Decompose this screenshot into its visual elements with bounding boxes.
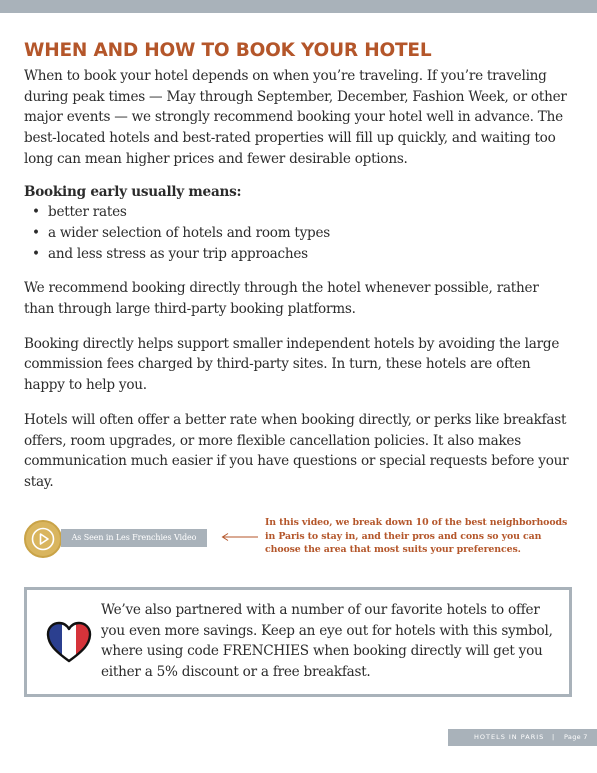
support-paragraph: Booking directly helps support smaller independent hotels by avoiding the large commission fees charged by third-party sites. In turn, these hotels are often happy to help you. [24, 335, 560, 394]
footer-separator: | [552, 733, 556, 741]
play-icon [31, 527, 55, 551]
top-bar [0, 0, 597, 13]
benefits-list [24, 202, 572, 264]
article-body [24, 40, 572, 493]
list-item: • and less stress as your trip approaches [24, 244, 572, 265]
play-button[interactable] [24, 520, 62, 558]
callout-text: We’ve also partnered with a number of our favorite hotels to offer you even more savings. Keep an eye out for hotels with this symbol, where using code FRENCHIES when booking directly will get you either a 5% discount or a free breakfast. [101, 602, 553, 681]
video-description: In this video, we break down 10 of the best neighborhoods in Paris to stay in, and their pros and cons so you can choose the area that most suits your preferences. [265, 517, 568, 556]
page-number: Page 7 [564, 733, 588, 741]
intro-paragraph: When to book your hotel depends on when you’re traveling. If you’re traveling during peak times — May through September, December, Fashion Week, or other major events — we strongly recommend booking your hotel well in advance. The best-located hotels and best-rated properties will fill up quickly, and waiting too long can mean higher prices and fewer desirable options. [24, 68, 567, 167]
french-flag-heart-icon [45, 620, 93, 664]
video-link-row [24, 516, 574, 564]
partner-hotels-callout [24, 587, 572, 697]
list-item: • a wider selection of hotels and room types [24, 223, 572, 244]
perks-paragraph: Hotels will often offer a better rate when booking directly, or perks like breakfast offers, room upgrades, or more flexible cancellation policies. It also makes communication much easier if you have questions or special requests before your stay. [24, 411, 569, 490]
video-link-button[interactable]: As Seen in Les Frenchies Video [61, 529, 207, 547]
booking-early-subheading: Booking early usually means: [24, 183, 242, 200]
page-title: WHEN AND HOW TO BOOK YOUR HOTEL [24, 40, 432, 61]
footer-label: HOTELS IN PARIS [474, 733, 545, 741]
list-item: • better rates [24, 202, 572, 223]
direct-booking-paragraph: We recommend booking directly through the hotel whenever possible, rather than through large third-party booking platforms. [24, 280, 539, 318]
page-footer [448, 729, 597, 746]
arrow-left-icon [220, 532, 260, 542]
